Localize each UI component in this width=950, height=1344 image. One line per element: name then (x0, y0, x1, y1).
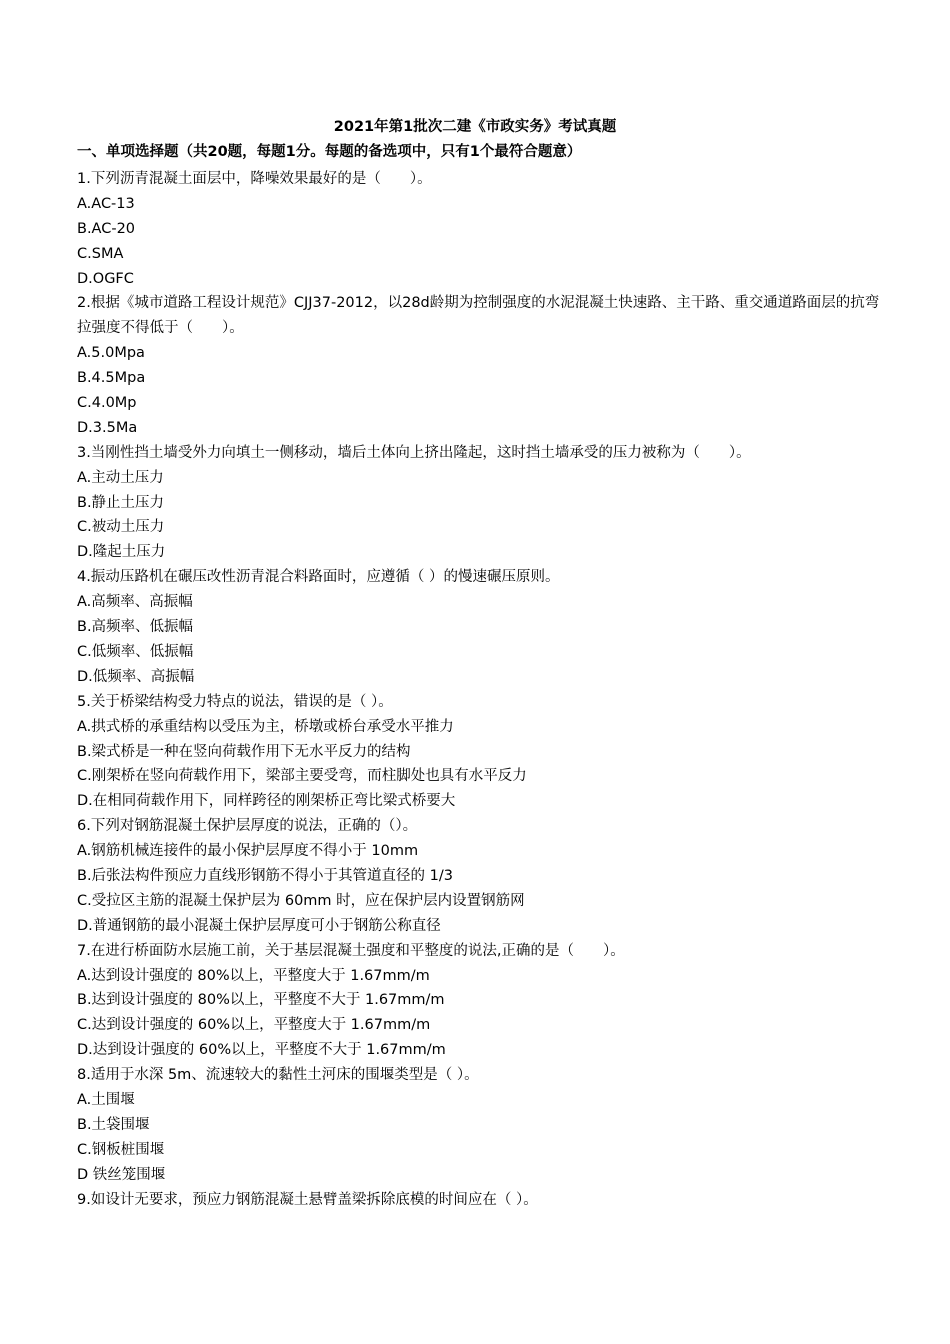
option-d: D.低频率、高振幅 (77, 668, 195, 685)
option-d: D.在相同荷载作用下，同样跨径的刚架桥正弯比梁式桥要大 (77, 793, 456, 810)
option-b: B.梁式桥是一种在竖向荷载作用下无水平反力的结构 (77, 743, 411, 760)
option-c: C.SMA (77, 245, 124, 262)
question-6 (77, 814, 887, 938)
question-stem: 8.适用于水深 5m、流速较大的黏性土河床的围堰类型是（ ）。 (77, 1067, 479, 1084)
question-list (77, 167, 887, 1212)
option-a: A.钢筋机械连接件的最小保护层厚度不得小于 10mm (77, 843, 419, 860)
option-b: B.静止土压力 (77, 494, 165, 511)
option-d: D.3.5Ma (77, 419, 138, 436)
section-heading: 一、单项选择题（共20题，每题1分。每题的备选项中，只有1个最符合题意） (77, 144, 582, 160)
question-stem: 1.下列沥青混凝土面层中，降噪效果最好的是（ ）。 (77, 171, 432, 187)
question-4 (77, 565, 887, 689)
question-5 (77, 690, 887, 814)
question-1 (77, 167, 887, 291)
option-b: B.后张法构件预应力直线形钢筋不得小于其管道直径的 1/3 (77, 867, 453, 884)
option-c: C.低频率、低振幅 (77, 643, 194, 660)
option-a: A.拱式桥的承重结构以受压为主，桥墩或桥台承受水平推力 (77, 718, 454, 735)
question-9 (77, 1188, 887, 1213)
question-stem: 7.在进行桥面防水层施工前，关于基层混凝土强度和平整度的说法,正确的是（ ）。 (77, 942, 625, 959)
option-c: C.被动土压力 (77, 519, 165, 536)
option-b: B.土袋围堰 (77, 1116, 150, 1133)
question-stem: 9.如设计无要求，预应力钢筋混凝土悬臂盖梁拆除底模的时间应在（ ）。 (77, 1191, 538, 1208)
option-a: A.AC-13 (77, 195, 135, 212)
option-b: B.AC-20 (77, 220, 136, 237)
question-8 (77, 1063, 887, 1187)
question-stem: 3.当刚性挡土墙受外力向填土一侧移动，墙后土体向上挤出隆起，这时挡土墙承受的压力被称为（ ）。 (77, 444, 751, 461)
option-d: D 铁丝笼围堰 (77, 1166, 166, 1183)
document-title: 2021年第1批次二建《市政实务》考试真题 (333, 119, 617, 135)
question-7 (77, 939, 887, 1063)
question-stem: 6.下列对钢筋混凝土保护层厚度的说法，正确的（）。 (77, 818, 418, 835)
option-a: A.达到设计强度的 80%以上，平整度大于 1.67mm/m (77, 967, 430, 984)
option-a: A.高频率、高振幅 (77, 594, 193, 611)
option-b: B.达到设计强度的 80%以上，平整度不大于 1.67mm/m (77, 992, 445, 1009)
question-stem: 2.根据《城市道路工程设计规范》CJJ37-2012，以28d龄期为控制强度的水泥混凝土快速路、主干路、重交通道路面层的抗弯拉强度不得低于（ ）。 (77, 295, 880, 337)
option-a: A.主动土压力 (77, 469, 164, 486)
option-b: B.高频率、低振幅 (77, 619, 194, 636)
option-d: D.隆起土压力 (77, 544, 166, 561)
option-c: C.受拉区主筋的混凝土保护层为 60mm 时，应在保护层内设置钢筋网 (77, 892, 525, 909)
option-c: C.4.0Mp (77, 395, 137, 412)
option-d: D.普通钢筋的最小混凝土保护层厚度可小于钢筋公称直径 (77, 917, 441, 934)
question-3 (77, 441, 887, 565)
option-d: D.达到设计强度的 60%以上，平整度不大于 1.67mm/m (77, 1042, 446, 1059)
option-a: A.土围堰 (77, 1091, 135, 1108)
option-d: D.OGFC (77, 270, 134, 287)
option-b: B.4.5Mpa (77, 370, 146, 387)
option-c: C.刚架桥在竖向荷载作用下，梁部主要受弯，而柱脚处也具有水平反力 (77, 768, 527, 785)
option-c: C.达到设计强度的 60%以上，平整度大于 1.67mm/m (77, 1017, 431, 1034)
option-a: A.5.0Mpa (77, 345, 145, 362)
option-c: C.钢板桩围堰 (77, 1141, 165, 1158)
question-stem: 4.振动压路机在碾压改性沥青混合料路面时，应遵循（ ）的慢速碾压原则。 (77, 569, 560, 586)
question-stem: 5.关于桥梁结构受力特点的说法，错误的是（ ）。 (77, 693, 393, 710)
question-2 (77, 291, 887, 440)
